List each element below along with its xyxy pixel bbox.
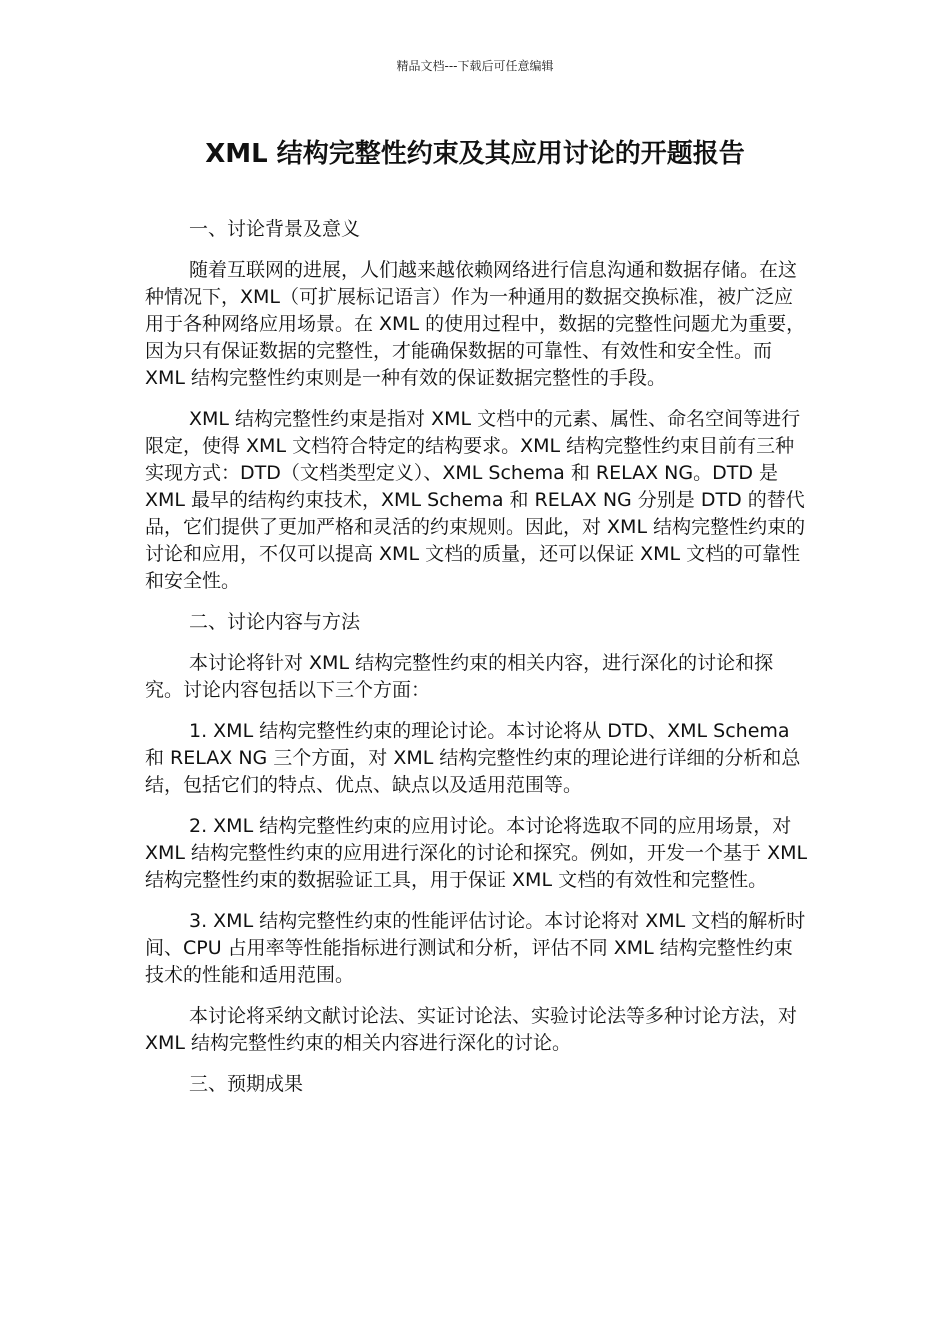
section-2-item-3: 3. XML 结构完整性约束的性能评估讨论。本讨论将对 XML 文档的解析时间、CPU 占用率等性能指标进行测试和分析，评估不同 XML 结构完整性约束技术的性能和适用范围。 — [145, 910, 806, 986]
section-1-heading: 一、讨论背景及意义 — [189, 218, 361, 240]
section-1-paragraph-1: 随着互联网的进展，人们越来越依赖网络进行信息沟通和数据存储。在这种情况下，XML（可扩展标记语言）作为一种通用的数据交换标准，被广泛应用于各种网络应用场景。在 XML 的使用过程中，数据的完整性问题尤为重要，因为只有保证数据的完整性，才能确保数据的可靠性、有效性和安全性。而 XML 结构完整性约束则是一种有效的保证数据完整性的手段。 — [145, 259, 806, 389]
document-body — [145, 216, 810, 1112]
section-2-heading: 二、讨论内容与方法 — [189, 611, 361, 633]
document-title: XML 结构完整性约束及其应用讨论的开题报告 — [205, 139, 745, 169]
section-2-item-1: 1. XML 结构完整性约束的理论讨论。本讨论将从 DTD、XML Schema 和 RELAX NG 三个方面，对 XML 结构完整性约束的理论进行详细的分析和总结，包括它们的特点、优点、缺点以及适用范围等。 — [145, 720, 801, 796]
header-note: 精品文档---下载后可任意编辑 — [396, 59, 554, 73]
section-2-item-2: 2. XML 结构完整性约束的应用讨论。本讨论将选取不同的应用场景，对 XML 结构完整性约束的应用进行深化的讨论和探究。例如，开发一个基于 XML 结构完整性约束的数据验证工具，用于保证 XML 文档的有效性和完整性。 — [145, 815, 808, 891]
section-3-heading: 三、预期成果 — [189, 1073, 304, 1095]
section-1-paragraph-2: XML 结构完整性约束是指对 XML 文档中的元素、属性、命名空间等进行限定，使得 XML 文档符合特定的结构要求。XML 结构完整性约束目前有三种实现方式：DTD（文档类型定义）、XML Schema 和 RELAX NG。DTD 是 XML 最早的结构约束技术，XML Schema 和 RELAX NG 分别是 DTD 的替代品，它们提供了更加严格和灵活的约束规则。因此，对 XML 结构完整性约束的讨论和应用，不仅可以提高 XML 文档的质量，还可以保证 XML 文档的可靠性和安全性。 — [145, 408, 806, 592]
section-2-paragraph-1: 本讨论将针对 XML 结构完整性约束的相关内容，进行深化的讨论和探究。讨论内容包括以下三个方面： — [145, 652, 774, 701]
section-2-paragraph-2: 本讨论将采纳文献讨论法、实证讨论法、实验讨论法等多种讨论方法，对 XML 结构完整性约束的相关内容进行深化的讨论。 — [145, 1005, 798, 1054]
